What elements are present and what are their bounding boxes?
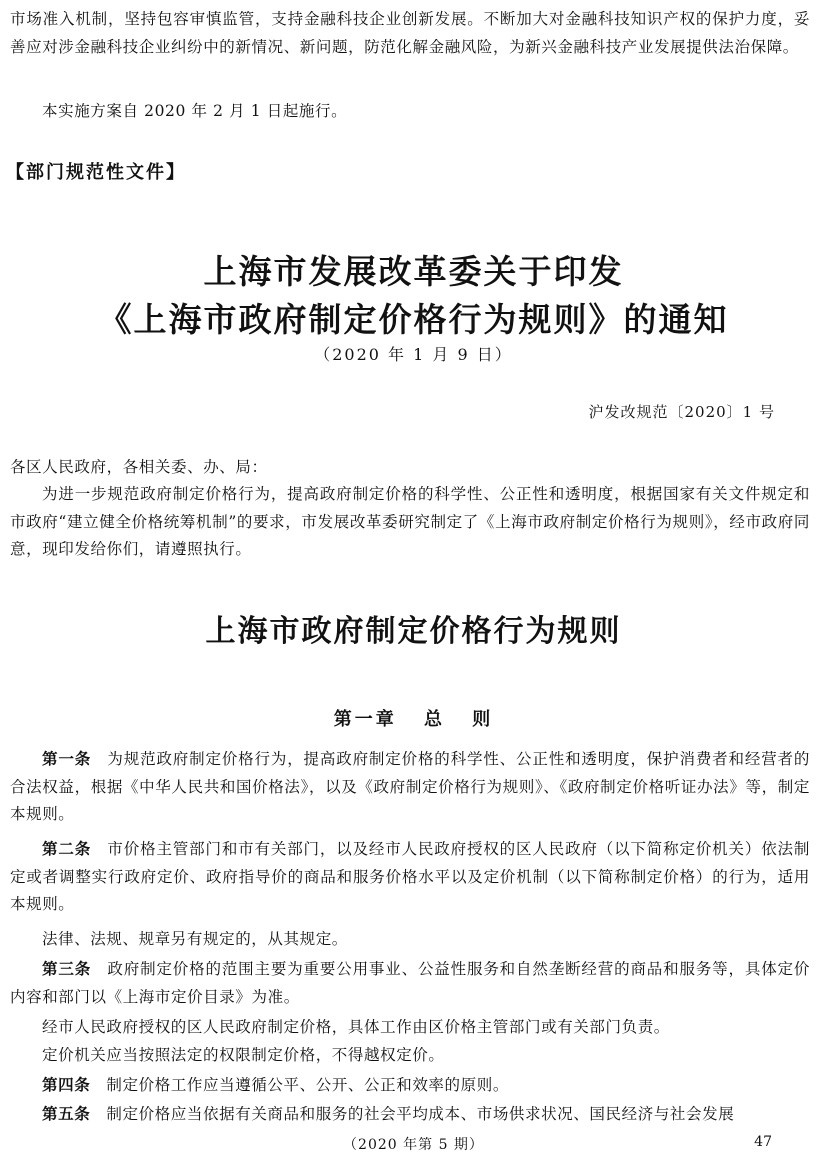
article-4-number: 第四条 xyxy=(42,1076,91,1094)
article-5 xyxy=(10,1101,810,1129)
article-1 xyxy=(10,746,810,829)
article-3-extra-1: 经市人民政府授权的区人民政府制定价格，具体工作由区价格主管部门或有关部门负责。 xyxy=(42,1018,670,1036)
article-1-text: 为规范政府制定价格行为，提高政府制定价格的科学性、公正性和透明度，保护消费者和经营者的合法权益，根据《中华人民共和国价格法》，以及《政府制定价格行为规则》、《政府制定价格听证办法》等，制定本规则。 xyxy=(10,750,810,823)
notice-title-line1: 上海市发展改革委关于印发 xyxy=(203,252,624,291)
rules-title: 上海市政府制定价格行为规则 xyxy=(205,614,622,649)
article-2 xyxy=(10,836,810,919)
article-3-number: 第三条 xyxy=(42,960,92,978)
chapter-title: 第一章 总 则 xyxy=(333,709,494,730)
article-2-number: 第二条 xyxy=(42,840,92,858)
page-number: 47 xyxy=(754,1134,772,1150)
notice-date: （2020 年 1 月 9 日） xyxy=(314,345,513,364)
footer-issue: （2020 年第 5 期） xyxy=(343,1137,484,1153)
notice-body-paragraph: 为进一步规范政府制定价格行为，提高政府制定价格的科学性、公正性和透明度，根据国家有关文件规定和市政府“建立健全价格统筹机制”的要求，市发展改革委研究制定了《上海市政府制定价格行为规则》，经市政府同意，现印发给你们，请遵照执行。 xyxy=(10,485,810,558)
article-2-extra: 法律、法规、规章另有规定的，从其规定。 xyxy=(42,930,348,948)
article-4 xyxy=(10,1072,810,1100)
article-3-text: 政府制定价格的范围主要为重要公用事业、公益性服务和自然垄断经营的商品和服务等，具体定价内容和部门以《上海市定价目录》为准。 xyxy=(10,960,810,1006)
article-4-text: 制定价格工作应当遵循公平、公开、公正和效率的原则。 xyxy=(106,1076,509,1094)
article-2-text: 市价格主管部门和市有关部门，以及经市人民政府授权的区人民政府（以下简称定价机关）依法制定或者调整实行政府定价、政府指导价的商品和服务价格水平以及定价机制（以下简称制定价格）的行为，适用本规则。 xyxy=(10,840,810,913)
article-3-extra-2: 定价机关应当按照法定的权限制定价格，不得越权定价。 xyxy=(42,1046,445,1064)
article-1-number: 第一条 xyxy=(42,750,92,768)
notice-title-line2: 《上海市政府制定价格行为规则》的通知 xyxy=(98,300,729,339)
section-label: 【部门规范性文件】 xyxy=(6,162,186,183)
intro-paragraph: 市场准入机制，坚持包容审慎监管，支持金融科技企业创新发展。不断加大对金融科技知识产权的保护力度，妥善应对涉金融科技企业纠纷中的新情况、新问题，防范化解金融风险，为新兴金融科技产业发展提供法治保障。 xyxy=(10,10,810,56)
article-5-number: 第五条 xyxy=(42,1105,91,1123)
addressee: 各区人民政府，各相关委、办、局： xyxy=(10,458,268,476)
article-5-text: 制定价格应当依据有关商品和服务的社会平均成本、市场供求状况、国民经济与社会发展 xyxy=(106,1105,735,1123)
article-3 xyxy=(10,956,810,1011)
effective-date-paragraph: 本实施方案自 2020 年 2 月 1 日起施行。 xyxy=(42,102,348,120)
document-number: 沪发改规范〔2020〕1 号 xyxy=(588,403,775,421)
